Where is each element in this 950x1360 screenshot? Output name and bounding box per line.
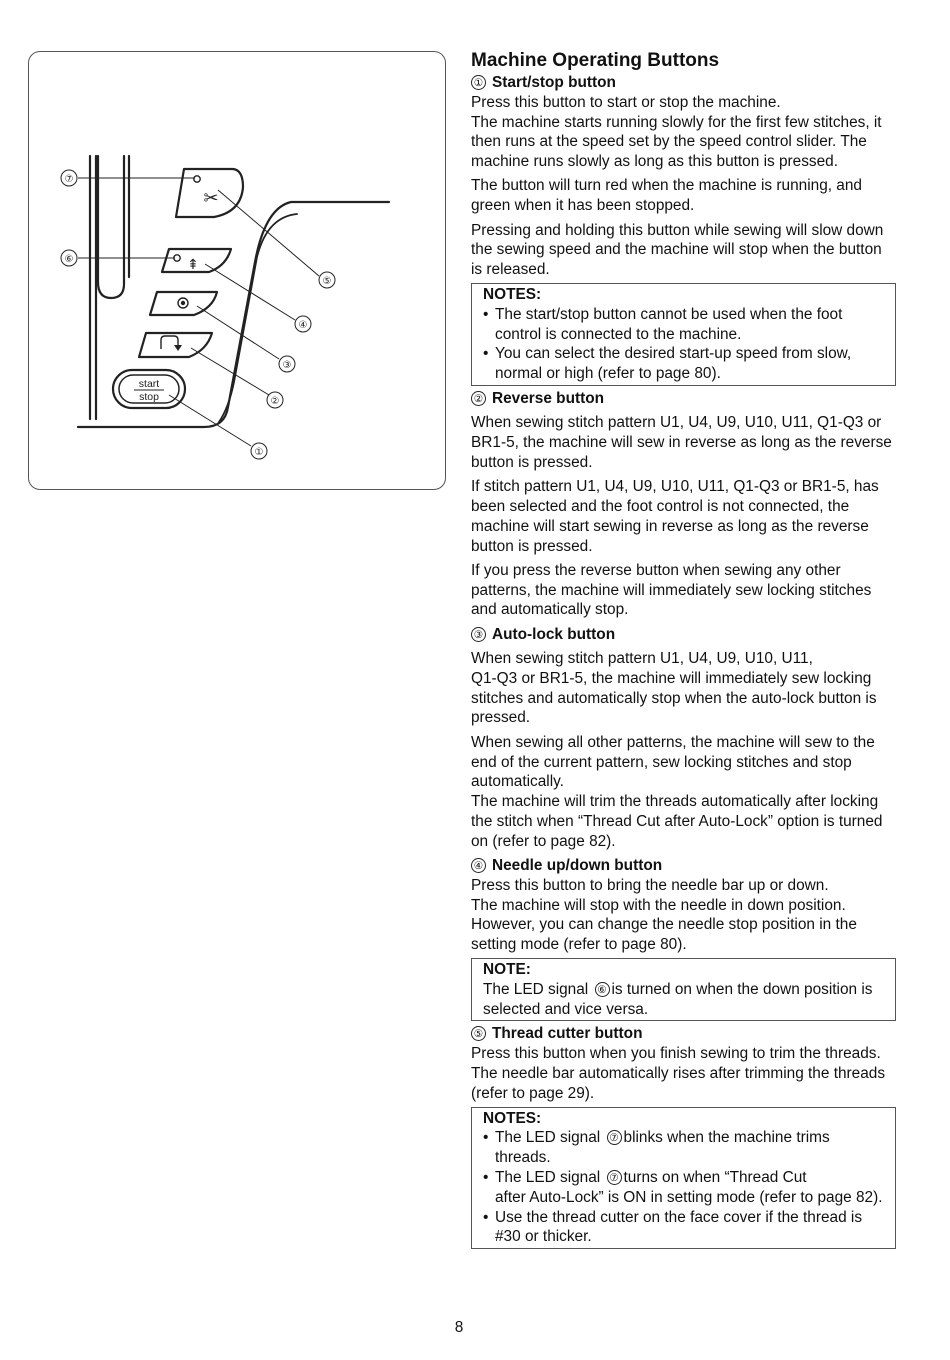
start-stop-note-1: • The start/stop button cannot be used when the foot control is connected to the machine. bbox=[483, 305, 889, 345]
reverse-p1: When sewing stitch pattern U1, U4, U9, U10, U11, Q1-Q3 or BR1-5, the machine will sew in reverse as long as the reverse button is pressed. bbox=[471, 414, 892, 471]
button-panel-illustration bbox=[28, 51, 446, 490]
manual-text bbox=[471, 49, 896, 1252]
leader-line-2 bbox=[191, 348, 269, 395]
start-stop-heading: ① Start/stop button bbox=[471, 73, 896, 93]
reverse-heading: ② Reverse button bbox=[471, 389, 896, 409]
callout-6: ⑥ bbox=[64, 254, 74, 265]
auto-lock-heading: ③ Auto-lock button bbox=[471, 625, 896, 645]
needle-p1: Press this button to bring the needle bar up or down. bbox=[471, 876, 829, 894]
scissors-icon: ✂ bbox=[203, 188, 219, 209]
callout-3: ③ bbox=[282, 360, 292, 371]
start-stop-notes bbox=[471, 283, 896, 386]
thread-cutter-p1: Press this button when you finish sewing to trim the threads. The needle bar automatically rises after trimming the threads (refer to page 29). bbox=[471, 1045, 886, 1102]
leader-line-1 bbox=[169, 395, 251, 446]
start-stop-p1: Press this button to start or stop the machine. bbox=[471, 93, 781, 111]
auto-lock-p2: When sewing all other patterns, the machine will sew to the end of the current pattern, sew locking stitches and stop automatically. bbox=[471, 733, 875, 791]
led-signal-7 bbox=[194, 176, 200, 182]
start-stop-p3: The button will turn red when the machine is running, and green when it has been stopped. bbox=[471, 177, 862, 215]
needle-p2: The machine will stop with the needle in down position. However, you can change the needle stop position in the setting mode (refer to page 80). bbox=[471, 896, 857, 954]
needle-note bbox=[471, 958, 896, 1021]
start-stop-p4: Pressing and holding this button while sewing will slow down the sewing speed and the machine will stop when the button is released. bbox=[471, 221, 884, 279]
notes-title: NOTES: bbox=[483, 1109, 542, 1127]
thread-cutter-note-3: • Use the thread cutter on the face cover if the thread is #30 or thicker. bbox=[483, 1208, 889, 1248]
notes-title: NOTES: bbox=[483, 285, 542, 303]
reverse-p3: If you press the reverse button when sewing any other patterns, the machine will immediately sew locking stitches and automatically stop. bbox=[471, 561, 872, 619]
start-stop-note-2: • You can select the desired start-up speed from slow, normal or high (refer to page 80). bbox=[483, 344, 889, 384]
auto-lock-p1: When sewing stitch pattern U1, U4, U9, U10, U11, Q1-Q3 or BR1-5, the machine will immediately sew locking stitches and automatically stop when the auto-lock button is pressed. bbox=[471, 650, 877, 727]
note-title: NOTE: bbox=[483, 960, 531, 978]
start-label: start bbox=[138, 378, 160, 390]
callout-4: ④ bbox=[298, 320, 308, 331]
page-number: 8 bbox=[454, 1319, 464, 1336]
machine-panel-drawing bbox=[29, 52, 447, 491]
stop-label: stop bbox=[139, 391, 159, 403]
thread-cutter-note-1: • The LED signal ⑦ blinks when the machine trims threads. bbox=[483, 1128, 889, 1168]
page-title: Machine Operating Buttons bbox=[471, 50, 720, 71]
callout-1: ① bbox=[254, 447, 264, 458]
needle-icon: ⇞ bbox=[187, 257, 199, 273]
start-stop-p2: The machine starts running slowly for the first few stitches, it then runs at the speed set by the speed control slider. The machine runs slowly as long as this button is pressed. bbox=[471, 113, 882, 171]
thread-cutter-heading: ⑤ Thread cutter button bbox=[471, 1024, 896, 1044]
thread-cutter-notes bbox=[471, 1107, 896, 1250]
panel-inner-slot bbox=[98, 156, 124, 298]
callout-2: ② bbox=[270, 396, 280, 407]
thread-cutter-note-2: • The LED signal ⑦ turns on when “Thread Cut after Auto-Lock” is ON in setting mode (refer to page 82). bbox=[483, 1168, 889, 1208]
callout-7: ⑦ bbox=[64, 174, 74, 185]
callout-5: ⑤ bbox=[322, 276, 332, 287]
leader-line-4 bbox=[205, 264, 295, 320]
auto-lock-p3: The machine will trim the threads automatically after locking the stitch when “Thread Cut after Auto-Lock” option is turned on (refer to page 82). bbox=[471, 793, 883, 850]
needle-note-text: The LED signal ⑥ is turned on when the down position is selected and vice versa. bbox=[483, 980, 873, 1018]
needle-heading: ④ Needle up/down button bbox=[471, 856, 896, 876]
reverse-p2: If stitch pattern U1, U4, U9, U10, U11, Q1-Q3 or BR1-5, has been selected and the foot control is not connected, the machine will start sewing in reverse as long as the reverse button is pressed. bbox=[471, 478, 879, 555]
